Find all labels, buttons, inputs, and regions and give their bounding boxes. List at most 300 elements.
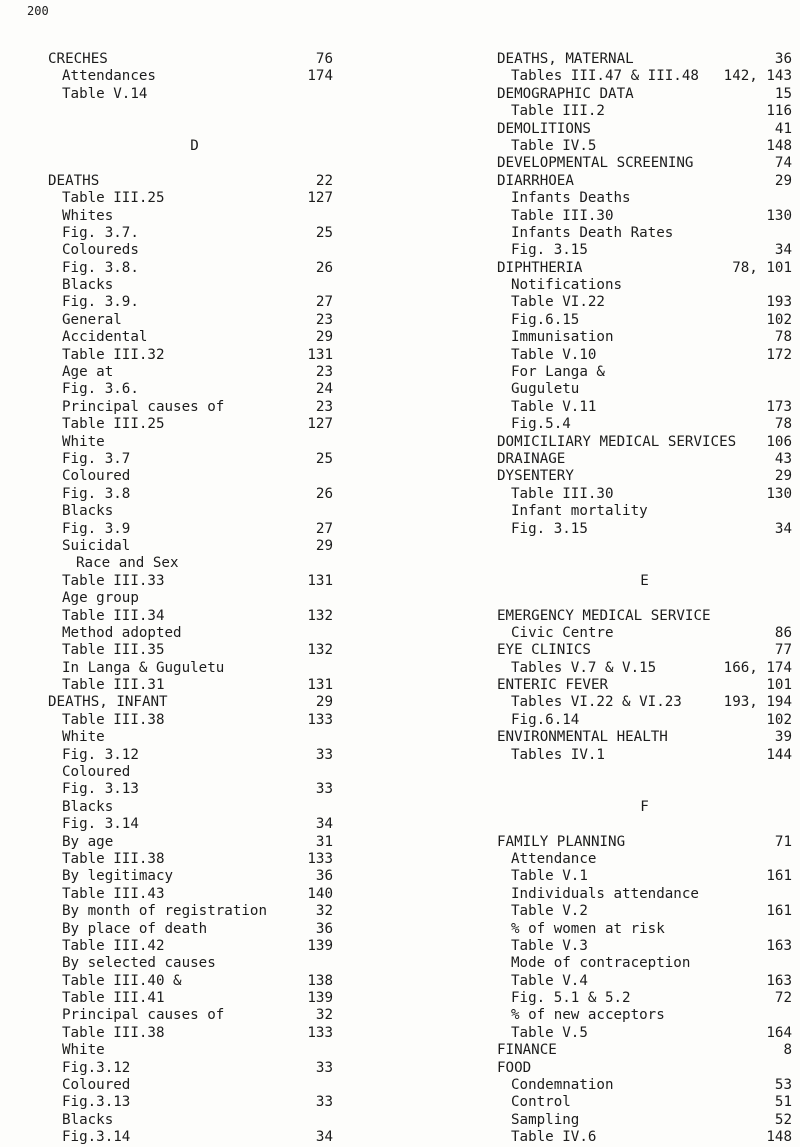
page-reference: 133: [307, 850, 333, 867]
index-subentry: [497, 1112, 792, 1129]
page-reference: 161: [766, 868, 792, 885]
entry-label: Mode of contraception: [511, 955, 691, 972]
index-entry: [497, 434, 792, 451]
entry-label: % of women at risk: [511, 920, 665, 937]
index-subentry: [48, 973, 333, 990]
page-reference: 27: [315, 294, 333, 311]
page-reference: 31: [315, 833, 333, 850]
index-subentry: [497, 503, 792, 520]
entry-label: FAMILY PLANNING: [497, 833, 626, 850]
entry-label: Infants Deaths: [511, 190, 631, 207]
entry-label: Table III.25: [62, 190, 165, 207]
index-subentry: [497, 1077, 792, 1094]
index-subentry: [497, 973, 792, 990]
entry-label: Table V.3: [511, 937, 588, 954]
index-subentry: [497, 190, 792, 207]
entry-label: Table III.38: [62, 1024, 165, 1041]
entry-label: Suicidal: [62, 537, 131, 554]
entry-label: Table V.11: [511, 398, 597, 415]
page-reference: 163: [766, 937, 792, 954]
entry-label: Fig. 3.8: [62, 485, 131, 502]
page-number: 200: [27, 4, 49, 18]
entry-label: Table V.5: [511, 1024, 588, 1041]
entry-label: Tables III.47 & III.48: [511, 68, 699, 85]
page-reference: 132: [307, 607, 333, 624]
entry-label: Table III.42: [62, 937, 165, 954]
index-subentry: [497, 68, 792, 85]
index-subentry: [48, 1025, 333, 1042]
entry-label: Fig.5.4: [511, 416, 571, 433]
page-reference: 163: [766, 972, 792, 989]
page-reference: 71: [774, 833, 792, 850]
page-reference: 29: [315, 694, 333, 711]
page-reference: 101: [766, 677, 792, 694]
page-reference: 23: [315, 311, 333, 328]
page-reference: 102: [766, 311, 792, 328]
entry-label: DEMOGRAPHIC DATA: [497, 85, 634, 102]
entry-label: Sampling: [511, 1111, 580, 1128]
entry-label: Fig. 3.7: [62, 450, 131, 467]
page-reference: 33: [315, 781, 333, 798]
index-subentry: [497, 294, 792, 311]
page-reference: 133: [307, 1024, 333, 1041]
page-reference: 52: [774, 1111, 792, 1128]
index-subentry: [48, 764, 333, 781]
section-letter: [497, 799, 792, 816]
entry-label: DOMICILIARY MEDICAL SERVICES: [497, 433, 737, 450]
index-subentry: [497, 1129, 792, 1146]
entry-label: Fig.3.14: [62, 1129, 131, 1146]
page-reference: 76: [315, 51, 333, 67]
entry-label: FINANCE: [497, 1042, 557, 1059]
entry-label: DYSENTERY: [497, 468, 574, 485]
page-reference: 32: [315, 1007, 333, 1024]
entry-label: Condemnation: [511, 1077, 614, 1094]
page-reference: 86: [774, 624, 792, 641]
page-reference: 127: [307, 416, 333, 433]
entry-label: DIPHTHERIA: [497, 259, 583, 276]
index-entry: [497, 1042, 792, 1059]
index-subentry: [48, 729, 333, 746]
entry-label: Blacks: [62, 277, 114, 294]
index-subentry: [48, 712, 333, 729]
page-reference: 29: [315, 537, 333, 554]
entry-label: Tables IV.1: [511, 746, 605, 763]
entry-label: Notifications: [511, 277, 623, 294]
entry-label: Table III.30: [511, 485, 614, 502]
entry-label: White: [62, 1042, 105, 1059]
page-reference: 78: [774, 329, 792, 346]
page-reference: 33: [315, 746, 333, 763]
index-subentry: [497, 329, 792, 346]
index-subentry: [497, 1094, 792, 1111]
page-reference: 193: [766, 294, 792, 311]
index-entry: [497, 51, 792, 68]
entry-label: Table IV.6: [511, 1129, 597, 1146]
index-subentry: [48, 573, 333, 590]
index-subentry: [497, 416, 792, 433]
page-reference: 139: [307, 937, 333, 954]
index-entry: [497, 642, 792, 659]
index-subentry: [48, 1042, 333, 1059]
page-reference: 72: [774, 990, 792, 1007]
entry-label: Table III.32: [62, 346, 165, 363]
index-entry: [48, 173, 333, 190]
entry-label: Table III.33: [62, 572, 165, 589]
index-subentry: [48, 816, 333, 833]
entry-label: Blacks: [62, 503, 114, 520]
entry-label: Coloured: [62, 764, 131, 781]
index-entry: [497, 121, 792, 138]
entry-label: Coloureds: [62, 242, 139, 259]
index-subentry: [48, 642, 333, 659]
index-entry: [497, 173, 792, 190]
index-subentry: [497, 903, 792, 920]
page-reference: 131: [307, 677, 333, 694]
index-subentry: [48, 955, 333, 972]
entry-label: General: [62, 311, 122, 328]
index-subentry: [48, 781, 333, 798]
index-subentry: [497, 242, 792, 259]
entry-label: Fig.6.14: [511, 711, 580, 728]
entry-label: Infants Death Rates: [511, 224, 674, 241]
page-reference: 25: [315, 450, 333, 467]
page-reference: 144: [766, 746, 792, 763]
index-subentry: [497, 364, 792, 381]
index-entry: [497, 729, 792, 746]
index-subentry: [48, 208, 333, 225]
entry-label: Attendances: [62, 68, 156, 85]
entry-label: Immunisation: [511, 329, 614, 346]
index-subentry: [48, 347, 333, 364]
page-reference: 15: [774, 85, 792, 102]
page-reference: 39: [774, 729, 792, 746]
page-reference: 130: [766, 207, 792, 224]
index-subentry: [497, 399, 792, 416]
entry-label: Fig. 3.15: [511, 242, 588, 259]
page-reference: 29: [315, 329, 333, 346]
index-subentry: [48, 608, 333, 625]
page-reference: 51: [774, 1094, 792, 1111]
index-subentry: [497, 103, 792, 120]
index-entry: [497, 834, 792, 851]
page-reference: 132: [307, 642, 333, 659]
index-subentry: [497, 138, 792, 155]
entry-label: Table V.2: [511, 903, 588, 920]
index-entry: [48, 694, 333, 711]
entry-label: DEATHS, MATERNAL: [497, 51, 634, 67]
page-reference: 34: [774, 242, 792, 259]
entry-label: Table V.10: [511, 346, 597, 363]
entry-label: Blacks: [62, 798, 114, 815]
index-subentry: [48, 486, 333, 503]
index-subentry: [48, 329, 333, 346]
index-subentry: [497, 1025, 792, 1042]
page-reference: 161: [766, 903, 792, 920]
page-reference: 26: [315, 485, 333, 502]
entry-label: Civic Centre: [511, 624, 614, 641]
entry-label: Table III.34: [62, 607, 165, 624]
page-reference: 29: [774, 172, 792, 189]
index-subentry: [497, 625, 792, 642]
page-reference: 78, 101: [732, 259, 792, 276]
entry-label: Fig.6.15: [511, 311, 580, 328]
index-entry: [497, 86, 792, 103]
index-entry: [497, 1060, 792, 1077]
entry-label: Fig. 3.12: [62, 746, 139, 763]
entry-label: DIARRHOEA: [497, 172, 574, 189]
entry-label: CRECHES: [48, 51, 108, 67]
entry-label: Table III.31: [62, 677, 165, 694]
entry-label: ENVIRONMENTAL HEALTH: [497, 729, 668, 746]
page-reference: 27: [315, 520, 333, 537]
page-reference: 36: [315, 868, 333, 885]
entry-label: Fig. 3.9.: [62, 294, 139, 311]
entry-label: Fig. 3.14: [62, 816, 139, 833]
page-reference: 164: [766, 1024, 792, 1041]
entry-label: Individuals attendance: [511, 885, 699, 902]
index-subentry: [48, 225, 333, 242]
page-reference: 43: [774, 450, 792, 467]
entry-label: By month of registration: [62, 903, 267, 920]
index-subentry: [48, 312, 333, 329]
page-reference: 173: [766, 398, 792, 415]
page-reference: 139: [307, 990, 333, 1007]
index-subentry: [48, 1007, 333, 1024]
entry-label: Fig. 3.13: [62, 781, 139, 798]
entry-label: Table III.41: [62, 990, 165, 1007]
page-reference: 148: [766, 1129, 792, 1146]
entry-label: EYE CLINICS: [497, 642, 591, 659]
index-subentry: [48, 364, 333, 381]
entry-label: Principal causes of: [62, 1007, 225, 1024]
index-column-left: [48, 51, 333, 1147]
index-subentry: [48, 1129, 333, 1146]
index-subentry: [497, 694, 792, 711]
index-subentry: [497, 381, 792, 398]
page-reference: 131: [307, 346, 333, 363]
entry-label: By place of death: [62, 920, 208, 937]
entry-label: DEATHS: [48, 172, 100, 189]
page-reference: 116: [766, 103, 792, 120]
index-subentry: [48, 851, 333, 868]
index-entry: [48, 51, 333, 68]
index-subentry: [497, 747, 792, 764]
index-subentry: [48, 521, 333, 538]
index-subentry: [48, 555, 333, 572]
index-subentry: [48, 660, 333, 677]
index-subentry: [48, 990, 333, 1007]
index-subentry: [497, 938, 792, 955]
page-reference: 127: [307, 190, 333, 207]
index-subentry: [48, 590, 333, 607]
page-reference: 138: [307, 972, 333, 989]
entry-label: Coloured: [62, 1077, 131, 1094]
index-subentry: [497, 955, 792, 972]
entry-label: Table III.25: [62, 416, 165, 433]
entry-label: Coloured: [62, 468, 131, 485]
entry-label: White: [62, 433, 105, 450]
index-subentry: [48, 399, 333, 416]
page-reference: 74: [774, 155, 792, 172]
page-reference: 193, 194: [723, 694, 792, 711]
index-column-right: [497, 51, 792, 1147]
entry-label: Infant mortality: [511, 503, 648, 520]
index-subentry: [48, 677, 333, 694]
entry-label: Principal causes of: [62, 398, 225, 415]
index-subentry: [497, 312, 792, 329]
page-reference: 77: [774, 642, 792, 659]
entry-label: Table III.38: [62, 711, 165, 728]
entry-label: Fig. 3.8.: [62, 259, 139, 276]
index-subentry: [48, 242, 333, 259]
page-reference: 36: [774, 51, 792, 67]
index-subentry: [497, 225, 792, 242]
entry-label: Fig. 3.7.: [62, 224, 139, 241]
entry-label: Race and Sex: [76, 555, 179, 572]
page-reference: 32: [315, 903, 333, 920]
page-reference: 133: [307, 711, 333, 728]
index-subentry: [48, 625, 333, 642]
section-letter-text: E: [640, 572, 649, 589]
entry-label: By age: [62, 833, 114, 850]
page-reference: 33: [315, 1059, 333, 1076]
index-subentry: [48, 503, 333, 520]
index-subentry: [48, 190, 333, 207]
index-entry: [497, 260, 792, 277]
index-subentry: [48, 416, 333, 433]
page-reference: 33: [315, 1094, 333, 1111]
entry-label: For Langa &: [511, 364, 605, 381]
index-subentry: [48, 1077, 333, 1094]
section-letter: [497, 573, 792, 590]
index-subentry: [497, 1007, 792, 1024]
page-reference: 148: [766, 137, 792, 154]
index-subentry: [48, 1060, 333, 1077]
entry-label: Table VI.22: [511, 294, 605, 311]
page-reference: 29: [774, 468, 792, 485]
page-reference: 23: [315, 398, 333, 415]
index-subentry: [48, 86, 333, 103]
entry-label: DEATHS, INFANT: [48, 694, 168, 711]
index-entry: [497, 677, 792, 694]
index-subentry: [48, 68, 333, 85]
page-reference: 102: [766, 711, 792, 728]
page-reference: 24: [315, 381, 333, 398]
page-reference: 41: [774, 120, 792, 137]
entry-label: DEVELOPMENTAL SCREENING: [497, 155, 694, 172]
index-subentry: [48, 538, 333, 555]
index-subentry: [497, 208, 792, 225]
index-subentry: [497, 990, 792, 1007]
index-subentry: [48, 938, 333, 955]
entry-label: Method adopted: [62, 624, 182, 641]
entry-label: By selected causes: [62, 955, 216, 972]
entry-label: EMERGENCY MEDICAL SERVICE: [497, 607, 711, 624]
entry-label: Whites: [62, 207, 114, 224]
page-reference: 25: [315, 224, 333, 241]
index-subentry: [48, 294, 333, 311]
page-reference: 172: [766, 346, 792, 363]
page-reference: 34: [774, 520, 792, 537]
index-entry: [497, 155, 792, 172]
index-subentry: [497, 660, 792, 677]
page-reference: 174: [307, 68, 333, 85]
entry-label: Fig.3.12: [62, 1059, 131, 1076]
page-reference: 131: [307, 572, 333, 589]
entry-label: Tables V.7 & V.15: [511, 659, 657, 676]
section-letter-text: D: [190, 137, 199, 154]
index-entry: [497, 451, 792, 468]
index-subentry: [48, 1094, 333, 1111]
entry-label: Attendance: [511, 850, 597, 867]
page-reference: 142, 143: [723, 68, 792, 85]
entry-label: FOOD: [497, 1059, 532, 1076]
entry-label: ENTERIC FEVER: [497, 677, 609, 694]
entry-label: Table III.43: [62, 885, 165, 902]
page-reference: 53: [774, 1077, 792, 1094]
page-reference: 8: [783, 1042, 792, 1059]
index-entry: [497, 468, 792, 485]
section-letter: [48, 138, 333, 155]
entry-label: Fig. 3.9: [62, 520, 131, 537]
entry-label: DRAINAGE: [497, 450, 566, 467]
index-subentry: [497, 486, 792, 503]
page-reference: 22: [315, 172, 333, 189]
entry-label: Table III.2: [511, 103, 605, 120]
index-subentry: [48, 886, 333, 903]
entry-label: Control: [511, 1094, 571, 1111]
entry-label: Table IV.5: [511, 137, 597, 154]
entry-label: Table V.14: [62, 85, 148, 102]
index-subentry: [48, 921, 333, 938]
index-subentry: [497, 521, 792, 538]
entry-label: Age at: [62, 364, 114, 381]
page-reference: 166, 174: [723, 659, 792, 676]
index-subentry: [497, 851, 792, 868]
index-subentry: [48, 434, 333, 451]
entry-label: Table III.38: [62, 850, 165, 867]
page-reference: 26: [315, 259, 333, 276]
index-subentry: [48, 1112, 333, 1129]
index-subentry: [48, 868, 333, 885]
page-reference: 34: [315, 816, 333, 833]
page-reference: 34: [315, 1129, 333, 1146]
index-subentry: [48, 747, 333, 764]
index-subentry: [48, 381, 333, 398]
index-subentry: [497, 868, 792, 885]
index-subentry: [48, 451, 333, 468]
index-subentry: [48, 903, 333, 920]
entry-label: In Langa & Guguletu: [62, 659, 225, 676]
section-letter-text: F: [640, 798, 649, 815]
index-subentry: [48, 799, 333, 816]
page-reference: 140: [307, 885, 333, 902]
entry-label: Guguletu: [511, 381, 580, 398]
index-subentry: [497, 347, 792, 364]
entry-label: Table III.40 &: [62, 972, 182, 989]
index-subentry: [48, 277, 333, 294]
index-subentry: [48, 834, 333, 851]
page-reference: 106: [766, 433, 792, 450]
page-reference: 23: [315, 364, 333, 381]
entry-label: Fig. 5.1 & 5.2: [511, 990, 631, 1007]
entry-label: White: [62, 729, 105, 746]
page-reference: 130: [766, 485, 792, 502]
index-subentry: [48, 468, 333, 485]
entry-label: By legitimacy: [62, 868, 174, 885]
entry-label: Table V.4: [511, 972, 588, 989]
